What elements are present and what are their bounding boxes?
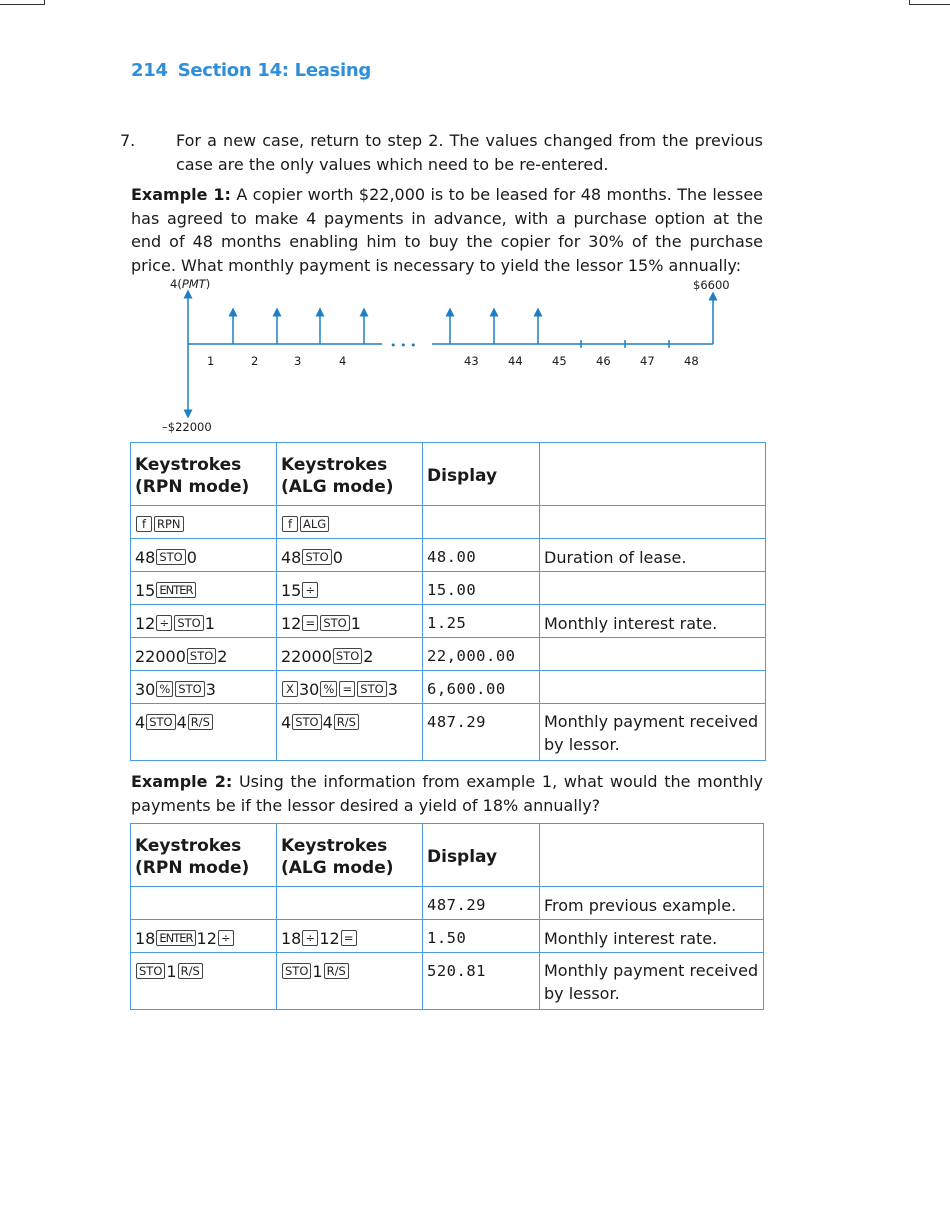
display-value: 6,600.00: [423, 671, 540, 704]
enter-key: ENTER: [156, 582, 195, 598]
keystroke-number: 1: [312, 962, 323, 981]
divide-key: ÷: [218, 930, 234, 946]
register-number: 0: [332, 548, 343, 567]
sto-key: STO: [174, 615, 203, 631]
keystroke-number: 48: [281, 548, 302, 567]
display-value: 520.81: [423, 953, 540, 1010]
run-stop-key: R/S: [324, 963, 349, 979]
percent-key: %: [320, 681, 337, 697]
table-row: [131, 671, 766, 704]
table-row: [131, 887, 764, 920]
keystroke-number: 4: [135, 713, 146, 732]
display-value: 48.00: [423, 539, 540, 572]
keystroke-number: 12: [135, 614, 156, 633]
keystroke-number: 30: [299, 680, 320, 699]
crop-mark-right: [909, 0, 950, 5]
keystroke-number: 30: [135, 680, 156, 699]
rpn-key: RPN: [154, 516, 184, 532]
note: Duration of lease.: [540, 539, 766, 572]
step-number: 7.: [120, 131, 136, 150]
keystroke-number: 15: [135, 581, 156, 600]
step-text: For a new case, return to step 2. The values changed from the previous case are the only values which need to be re-entered.: [176, 131, 763, 174]
header-note: [540, 443, 766, 506]
table-row: [131, 638, 766, 671]
table-header-row: [131, 443, 766, 506]
table-row: [131, 605, 766, 638]
keystroke-number: 22000: [135, 647, 186, 666]
table-header-row: [131, 824, 764, 887]
keystroke-number: 4: [176, 713, 187, 732]
multiply-key: X: [282, 681, 298, 697]
table-row: [131, 920, 764, 953]
note: [540, 671, 766, 704]
equals-key: =: [341, 930, 357, 946]
display-value: 487.29: [423, 704, 540, 761]
header-rpn: Keystrokes (RPN mode): [131, 824, 277, 887]
sto-key: STO: [156, 549, 185, 565]
section-title: Section 14: Leasing: [177, 60, 371, 81]
keystroke-number: 12: [281, 614, 302, 633]
note: [540, 638, 766, 671]
step-7: [120, 129, 763, 176]
header-alg: Keystrokes (ALG mode): [277, 443, 423, 506]
table-row: [131, 704, 766, 761]
sto-key: STO: [175, 681, 204, 697]
display-value: 1.50: [423, 920, 540, 953]
keystroke-number: 1: [166, 962, 177, 981]
register-number: 2: [217, 647, 228, 666]
sto-key: STO: [320, 615, 349, 631]
sto-key: STO: [146, 714, 175, 730]
equals-key: =: [339, 681, 355, 697]
table-row: [131, 572, 766, 605]
note: Monthly interest rate.: [540, 920, 764, 953]
keystroke-number: 15: [281, 581, 302, 600]
principal-label: –$22000: [162, 420, 212, 434]
page-header: [131, 60, 371, 81]
divide-key: ÷: [302, 930, 318, 946]
sto-key: STO: [302, 549, 331, 565]
note: [540, 572, 766, 605]
run-stop-key: R/S: [178, 963, 203, 979]
table-row: [131, 539, 766, 572]
header-alg: Keystrokes (ALG mode): [277, 824, 423, 887]
tick-label: 48: [684, 354, 699, 368]
sto-key: STO: [292, 714, 321, 730]
tick-label: 44: [508, 354, 523, 368]
cash-flow-diagram: [150, 276, 750, 436]
tick-label: 2: [251, 354, 259, 368]
ellipsis: • • •: [390, 339, 417, 352]
register-number: 1: [350, 614, 361, 633]
run-stop-key: R/S: [334, 714, 359, 730]
divide-key: ÷: [156, 615, 172, 631]
page-number: 214: [131, 60, 168, 81]
register-number: 1: [204, 614, 215, 633]
header-display: Display: [423, 824, 540, 887]
keystroke-number: 12: [319, 929, 340, 948]
register-number: 3: [205, 680, 216, 699]
display-value: 15.00: [423, 572, 540, 605]
balloon-label: $6600: [693, 278, 730, 292]
sto-key: STO: [187, 648, 216, 664]
keystroke-number: 22000: [281, 647, 332, 666]
example-1-label: Example 1:: [131, 185, 231, 204]
keystroke-number: 12: [196, 929, 217, 948]
register-number: 2: [363, 647, 374, 666]
table-row: [131, 506, 766, 539]
display-value: 22,000.00: [423, 638, 540, 671]
example-1-paragraph: [131, 183, 763, 277]
note: Monthly interest rate.: [540, 605, 766, 638]
sto-key: STO: [136, 963, 165, 979]
tick-label: 4: [339, 354, 347, 368]
note: Monthly payment received by lessor.: [540, 704, 766, 761]
advance-payment-label: 4(PMT): [170, 277, 211, 291]
example-2-table: [130, 823, 764, 1010]
sto-key: STO: [333, 648, 362, 664]
keystroke-number: 48: [135, 548, 156, 567]
header-note: [540, 824, 764, 887]
f-key: f: [136, 516, 152, 532]
display-value: [423, 506, 540, 539]
keystroke-number: 18: [135, 929, 156, 948]
note: From previous example.: [540, 887, 764, 920]
run-stop-key: R/S: [188, 714, 213, 730]
note: Monthly payment received by lessor.: [540, 953, 764, 1010]
example-2-text: Using the information from example 1, what would the monthly payments be if the lessor desired a yield of 18% annually?: [131, 772, 764, 815]
header-rpn: Keystrokes (RPN mode): [131, 443, 277, 506]
sto-key: STO: [357, 681, 386, 697]
tick-label: 43: [464, 354, 479, 368]
divide-key: ÷: [302, 582, 318, 598]
tick-label: 3: [294, 354, 302, 368]
register-number: 3: [387, 680, 398, 699]
example-2-label: Example 2:: [131, 772, 233, 791]
f-key: f: [282, 516, 298, 532]
crop-mark-left: [0, 0, 45, 5]
example-1-text: A copier worth $22,000 is to be leased for 48 months. The lessee has agreed to make 4 payments in advance, with a purchase option at the end of 48 months enabling him to buy the copier for 30% of the purchase price. What monthly payment is necessary to yield the lessor 15% annually:: [131, 185, 764, 275]
display-value: 487.29: [423, 887, 540, 920]
register-number: 0: [186, 548, 197, 567]
example-1-table: [130, 442, 766, 761]
alg-key: ALG: [300, 516, 329, 532]
table-row: [131, 953, 764, 1010]
keystroke-number: 4: [322, 713, 333, 732]
keystroke-number: 4: [281, 713, 292, 732]
equals-key: =: [302, 615, 318, 631]
percent-key: %: [156, 681, 173, 697]
tick-label: 46: [596, 354, 611, 368]
keystroke-number: 18: [281, 929, 302, 948]
tick-label: 47: [640, 354, 655, 368]
header-display: Display: [423, 443, 540, 506]
display-value: 1.25: [423, 605, 540, 638]
sto-key: STO: [282, 963, 311, 979]
example-2-paragraph: [131, 770, 763, 817]
tick-label: 1: [207, 354, 215, 368]
note: [540, 506, 766, 539]
tick-label: 45: [552, 354, 567, 368]
enter-key: ENTER: [156, 930, 195, 946]
